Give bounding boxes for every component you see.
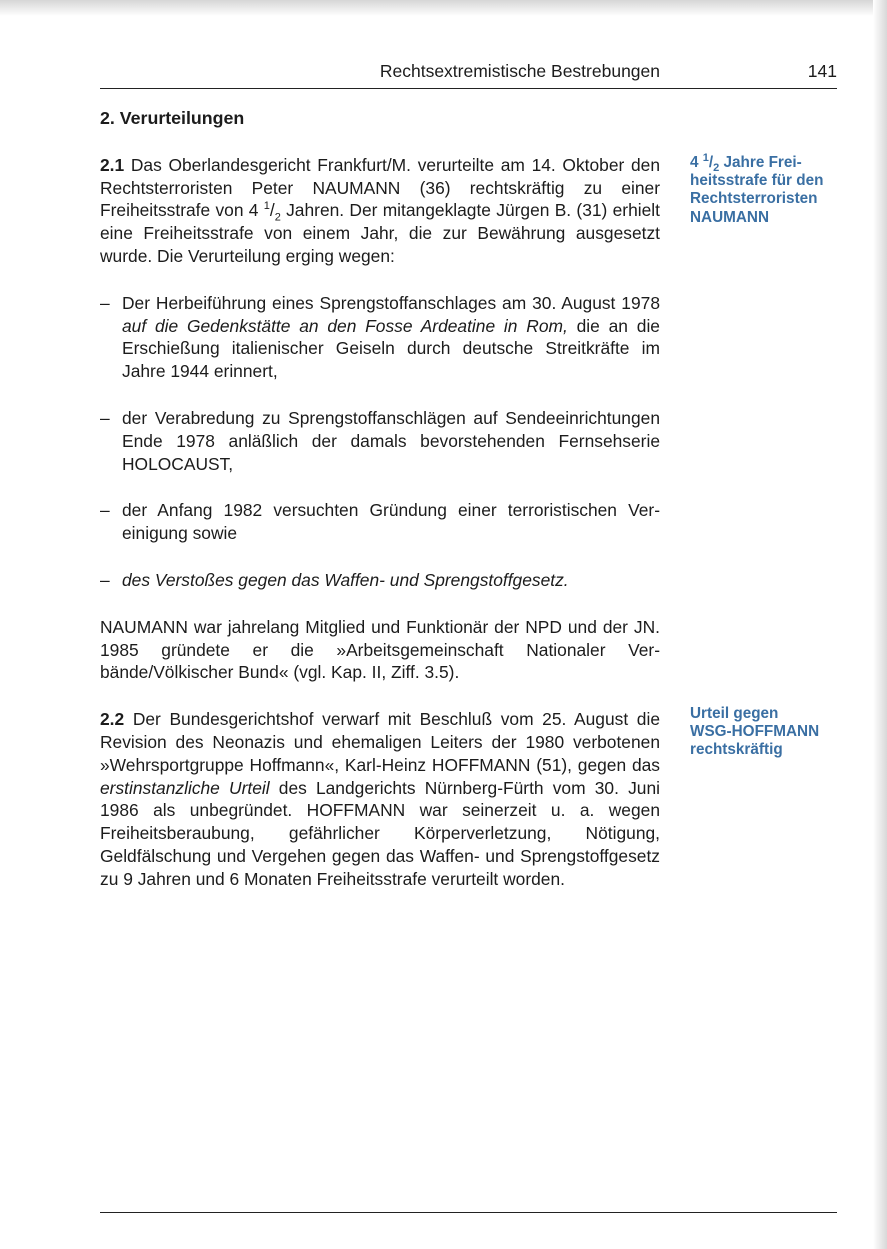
margin-note-naumann xyxy=(690,151,850,227)
page-number: 141 xyxy=(807,61,837,81)
list-item-text: der Verabredung zu Sprengstoffanschlägen auf Sendeeinrichtungen Ende 1978 anläßlich der damals bevorstehenden Fernsehserie HOLOCAUST, xyxy=(122,407,660,474)
margin-note-line: Urteil gegen xyxy=(690,705,779,722)
margin-note-text: Jahre Frei- xyxy=(719,154,802,171)
margin-note-line: Rechtsterroristen xyxy=(690,190,818,208)
list-item xyxy=(100,292,660,383)
paragraph-text: Jahren. Der mitangeklagte Jürgen B. (31) erhielt eine Freiheitsstrafe von einem Jahr, die zur Bewährung ausgesetzt wurde. Die Verurteilung erging wegen: xyxy=(100,200,660,266)
list-dash: – xyxy=(100,407,110,428)
list-dash: – xyxy=(100,569,110,590)
list-dash: – xyxy=(100,500,110,521)
paragraph-number: 2.2 xyxy=(100,709,125,730)
margin-note-hoffmann xyxy=(690,705,850,760)
paragraph-text: Der Bundesgerichtshof verwarf mit Beschluß vom 25. August die Revision des Neonazis und ehemaligen Leiters der 1980 verbotenen »Wehrsportgruppe Hoffmann«, Karl-Heinz HOFFMANN (51), gegen das xyxy=(100,709,660,775)
page-header xyxy=(100,61,837,85)
margin-note-line: 4 $^1/_2$ Jahre Frei- xyxy=(690,151,802,175)
list-item xyxy=(100,569,660,592)
paragraph-naumann: NAUMANN war jahrelang Mitglied und Funktionär der NPD und der JN. 1985 gründete er die »Arbeitsgemeinschaft Nationaler Verbände/Völkischer Bund« (vgl. Kap. II, Ziff. 3.5). xyxy=(100,616,660,683)
list-item-text: Der Herbeiführung eines Sprengstoffanschlages am 30. August 1978 xyxy=(122,292,660,313)
header-rule xyxy=(100,88,837,89)
charges-list xyxy=(100,292,660,592)
paragraph-2-2 xyxy=(100,708,660,890)
list-dash: – xyxy=(100,292,110,313)
scan-shadow-right xyxy=(873,0,887,1249)
main-text xyxy=(100,107,660,915)
footer-rule xyxy=(100,1212,837,1213)
paragraph-2-1: 2.1 Das Oberlandesgericht Frankfurt/M. verurteilte am 14. Oktober den Rechtsterroristen Peter NAUMANN (36) rechtskräftig zu einer Freiheitsstrafe von 4 $^1/_2$ Jahren. Der mitangeklagte Jürgen B. (31) erhielt eine Freiheitsstrafe von einem Jahr, die zur Bewährung ausgesetzt wurde. Die Verurteilung erging wegen: xyxy=(100,154,660,266)
paragraph-number: 2.1 xyxy=(100,154,125,175)
list-item-text: der Anfang 1982 versuchten Gründung einer terroristischen Vereinigung sowie xyxy=(122,500,660,544)
running-title: Rechtsextremistische Bestrebungen xyxy=(379,61,660,81)
fraction-denominator: 2 xyxy=(713,162,720,175)
fraction-numerator: 1 xyxy=(702,151,709,164)
paragraph-text: des Landgerichts Nürnberg-Fürth vom 30. Juni 1986 als unbegründet. HOFFMANN war seinerzeit u. a. wegen Freiheitsberaubung, gefährlicher Körperverletzung, Nötigung, Geldfälschung und Vergehen gegen das Waffen- und Sprengstoffgesetz zu 9 Jahren und 6 Monaten Freiheitsstrafe verurteilt worden. xyxy=(100,777,660,889)
list-item xyxy=(100,407,660,475)
scan-shadow-top xyxy=(0,0,887,16)
list-item-emphasis: des Verstoßes gegen das Waffen- und Sprengstoffgesetz. xyxy=(122,569,569,590)
fraction-denominator: 2 xyxy=(274,211,281,224)
fraction-numerator: 1 xyxy=(263,200,270,213)
paragraph-emphasis: erstinstanzliche Urteil xyxy=(100,777,270,798)
section-heading: 2. Verurteilungen xyxy=(100,108,245,128)
list-item xyxy=(100,499,660,545)
margin-note-line: heitsstrafe für den xyxy=(690,172,824,190)
margin-note-line: NAUMANN xyxy=(690,208,770,226)
list-item-text: die an die Erschießung italienischer Geiseln durch deutsche Streitkräfte im Jahre 1944 erinnert, xyxy=(122,315,660,382)
margin-note-text: 4 xyxy=(690,154,703,171)
list-item-emphasis: auf die Gedenkstätte an den Fosse Ardeatine in Rom, xyxy=(122,315,568,336)
margin-note-line: rechtskräftig xyxy=(690,741,783,759)
paragraph-text: Das Oberlandesgericht Frankfurt/M. verurteilte am 14. Oktober den Rechtsterroristen Peter NAUMANN (36) rechtskräftig zu einer Freiheitsstrafe von 4 xyxy=(100,154,660,221)
margin-note-line: WSG-HOFFMANN xyxy=(690,723,820,741)
